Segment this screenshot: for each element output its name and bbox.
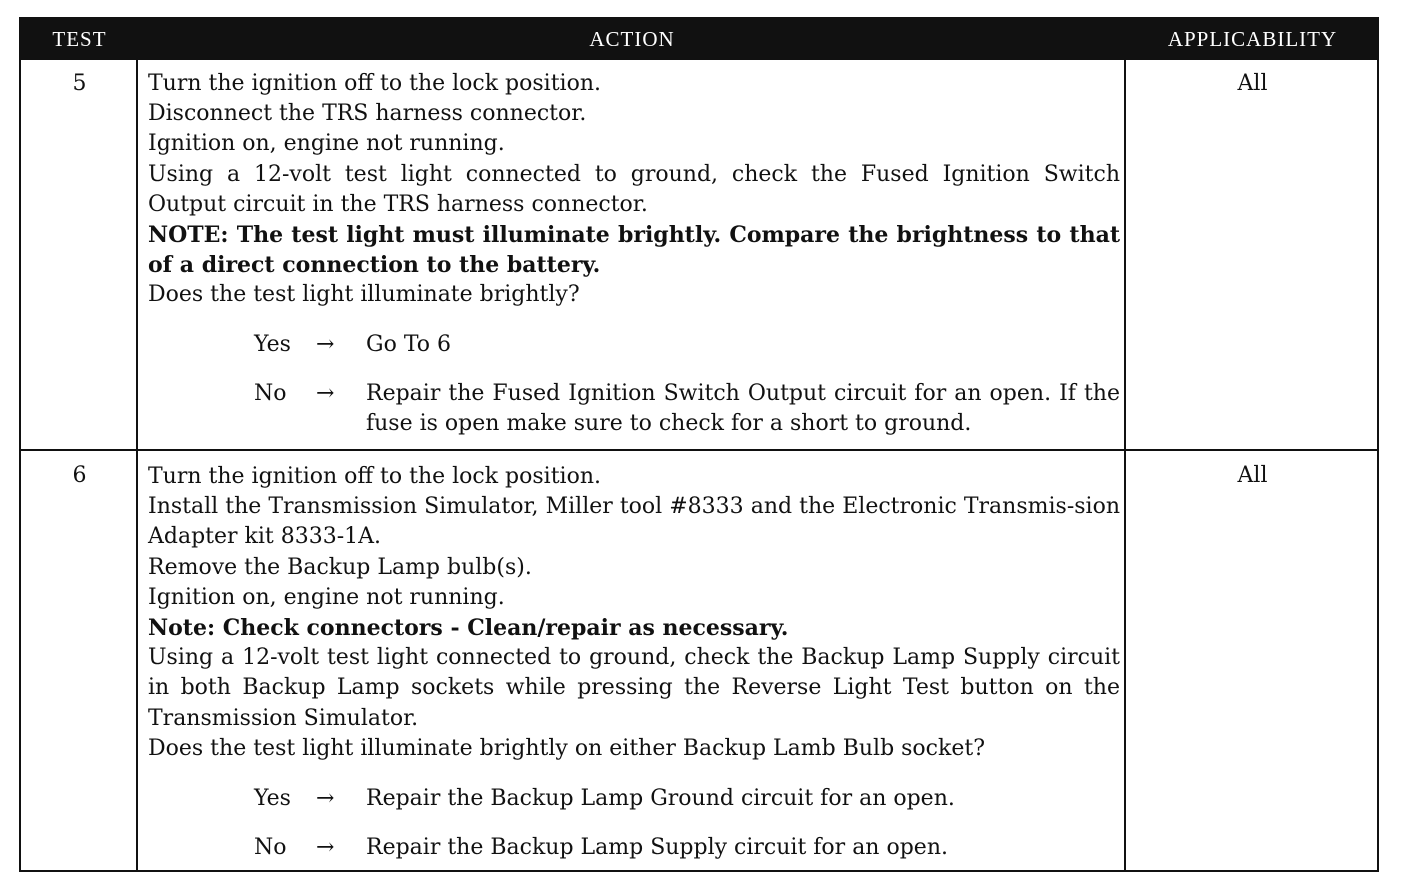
row-divider [21, 449, 1377, 451]
action-note: NOTE: The test light must illuminate brightly. Compare the brightness to that of a direct connection to the battery. [148, 222, 1120, 279]
response-text: Repair the Fused Ignition Switch Output circuit for an open. If the fuse is open make sure to check for a short to ground. [366, 381, 1120, 437]
action-line: Ignition on, engine not running. [148, 584, 505, 610]
action-question: Does the test light illuminate brightly on either Backup Lamb Bulb socket? [148, 735, 985, 761]
response-label: Yes [254, 332, 291, 357]
response-text: Go To 6 [366, 332, 452, 357]
applicability-value: All [1237, 463, 1268, 488]
response-label: No [254, 381, 287, 406]
diagnostic-table [19, 17, 1379, 872]
response-label: No [254, 835, 287, 860]
action-text [148, 462, 1120, 764]
applicability-value: All [1237, 71, 1268, 96]
response-text: Repair the Backup Lamp Ground circuit for an open. [366, 786, 955, 811]
table-header [21, 19, 1377, 60]
header-applicability: APPLICABILITY [1167, 27, 1338, 51]
action-note: Note: Check connectors - Clean/repair as necessary. [148, 615, 789, 642]
action-line: Turn the ignition off to the lock position. [148, 71, 601, 96]
header-action: ACTION [589, 27, 675, 51]
action-text [148, 69, 1120, 311]
arrow-icon: → [316, 381, 335, 406]
arrow-icon: → [316, 332, 335, 357]
action-line: Using a 12-volt test light connected to ground, check the Fused Ignition Switch Output circuit in the TRS harness connector. [148, 161, 1120, 217]
action-line: Ignition on, engine not running. [148, 131, 505, 157]
action-line: Turn the ignition off to the lock position. [148, 464, 601, 489]
action-question: Does the test light illuminate brightly? [148, 282, 580, 308]
response-label: Yes [254, 786, 291, 811]
header-test: TEST [52, 27, 107, 51]
action-line: Install the Transmission Simulator, Miller tool #8333 and the Electronic Transmis-sion Adapter kit 8333-1A. [148, 494, 1120, 550]
test-number: 6 [72, 463, 87, 488]
action-line: Disconnect the TRS harness connector. [148, 101, 587, 127]
action-line: Using a 12-volt test light connected to ground, check the Backup Lamp Supply circuit in both Backup Lamp sockets while pressing the Reverse Light Test button on the Transmission Simulator. [148, 645, 1120, 731]
test-number: 5 [72, 71, 87, 96]
response-text: Repair the Backup Lamp Supply circuit for an open. [366, 835, 948, 860]
arrow-icon: → [316, 786, 335, 811]
action-line: Remove the Backup Lamp bulb(s). [148, 554, 532, 580]
arrow-icon: → [316, 835, 335, 860]
